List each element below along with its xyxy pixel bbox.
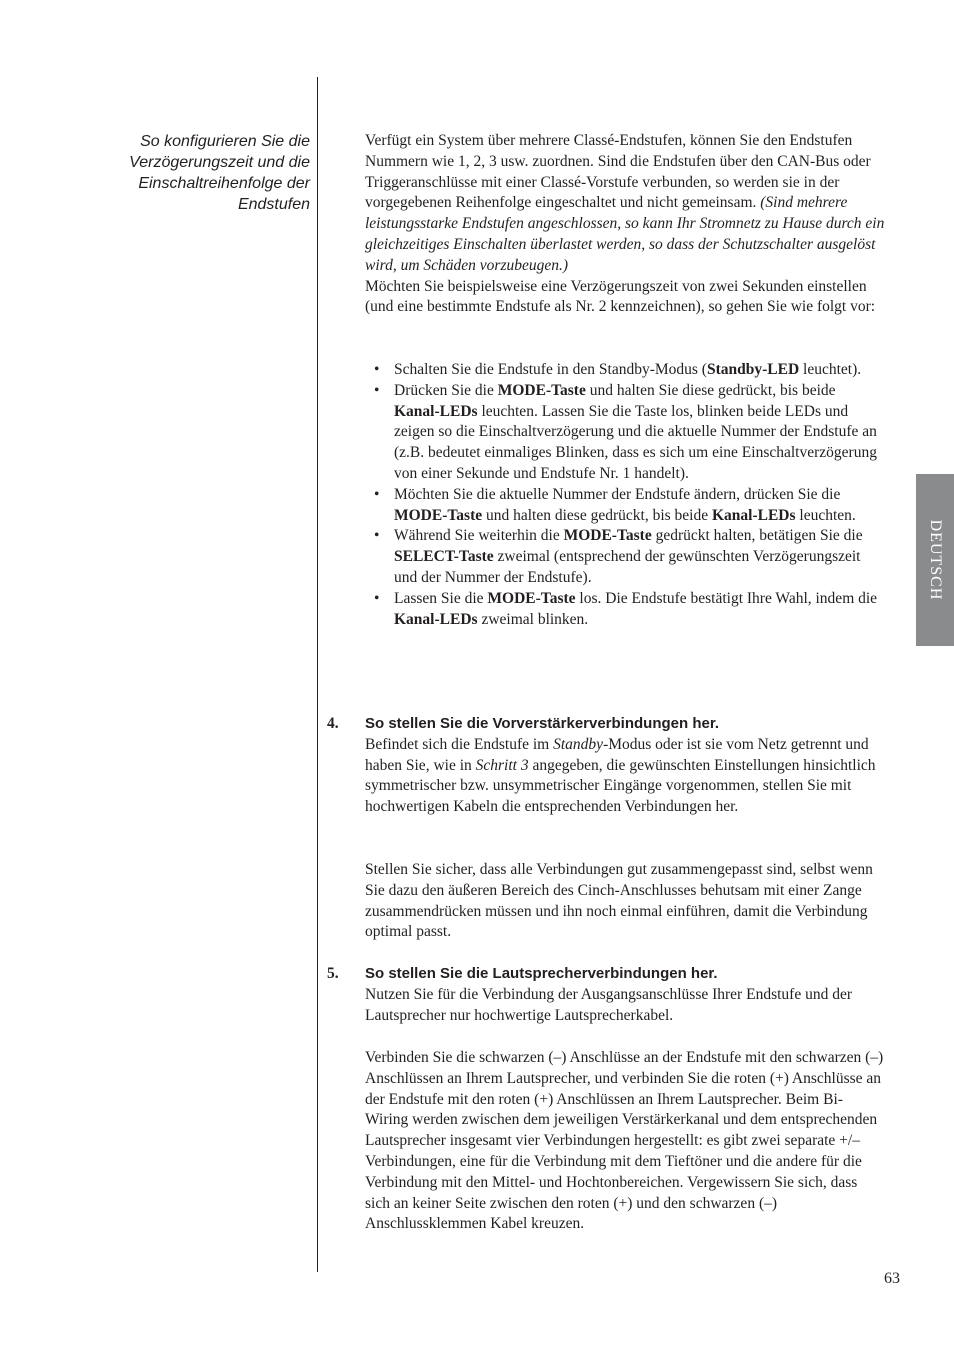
steps-list [365,360,885,630]
list-item: • Während Sie weiterhin die MODE-Taste gedrückt halten, betätigen Sie die SELECT-Taste zweimal (entsprechend der gewünschten Verzögerungszeit und der Nummer der Endstufe). [365,526,885,588]
page-number: 63 [884,1270,900,1287]
section-5-paragraph: Nutzen Sie für die Verbindung der Ausgangsanschlüsse Ihrer Endstufe und der Lautsprecher nur hochwertige Lautsprecherkabel. [365,985,852,1024]
section-4 [365,714,885,818]
section-4-number: 4. [327,715,339,732]
section-5-title: So stellen Sie die Lautsprecherverbindungen her. [365,965,718,982]
list-item: • Möchten Sie die aktuelle Nummer der Endstufe ändern, drücken Sie die MODE-Taste und halten diese gedrückt, bis beide Kanal-LEDs leuchten. [365,485,885,527]
list-item: • Drücken Sie die MODE-Taste und halten Sie diese gedrückt, bis beide Kanal-LEDs leuchten. Lassen Sie die Taste los, blinken beide LEDs und zeigen so die Einschaltverzögerung und die aktuelle Nummer der Endstufe an (z.B. bedeutet einmaliges Blinken, dass es sich um eine Einschaltverzögerung von einer Sekunde und Endstufe Nr. 1 handelt). [365,381,885,485]
intro-paragraph [365,131,885,277]
language-tab-label: DEUTSCH [927,519,944,601]
section-4-paragraph: Befindet sich die Endstufe im Standby-Modus oder ist sie vom Netz getrennt und haben Sie, wie in Schritt 3 angegeben, die gewünschten Einstellungen hinsichtlich symmetrischer bzw. unsymmetrischer Eingänge vorgenommen, stellen Sie mit hochwertigen Kabeln die entsprechenden Verbindungen her. [365,735,876,816]
section-5-number: 5. [327,965,339,982]
intro-block [365,131,885,318]
intro-paragraph-2: Möchten Sie beispielsweise eine Verzögerungszeit von zwei Sekunden einstellen (und eine bestimmte Endstufe als Nr. 2 kennzeichnen), so gehen Sie wie folgt vor: [365,277,876,316]
steps-block [365,360,885,630]
side-heading-line: Verzögerungszeit und die [129,154,310,171]
section-4-title: So stellen Sie die Vorverstärkerverbindungen her. [365,715,720,732]
list-item: • Lassen Sie die MODE-Taste los. Die Endstufe bestätigt Ihre Wahl, indem die Kanal-LEDs zweimal blinken. [365,589,885,631]
side-heading-line: So konfigurieren Sie die [140,133,310,150]
list-item: • Schalten Sie die Endstufe in den Standby-Modus (Standby-LED leuchtet). [365,360,885,381]
section-5-paragraph-2: Verbinden Sie die schwarzen (–) Anschlüsse an der Endstufe mit den schwarzen (–) Anschlüssen an Ihrem Lautsprecher, und verbinden Sie die roten (+) Anschlüsse an der Endstufe mit den roten (+) Anschlüssen an Ihrem Lautsprecher. Beim Bi-Wiring werden zwischen dem jeweiligen Verstärkerkanal und dem entsprechenden Lautsprecher insgesamt vier Verbindungen hergestellt: es gibt zwei separate +/– Verbindungen, eine für die Verbindung mit dem Tieftöner und die andere für die Verbindung mit den Mittel- und Hochtonbereichen. Vergewissern Sie sich, dass sich an keiner Seite zwischen den roten (+) und den schwarzen (–) Anschlussklemmen Kabel kreuzen. [365,1049,884,1233]
side-heading-line: Einschaltreihenfolge der [138,175,310,192]
section-5 [365,964,885,1026]
side-heading-line: Endstufen [237,196,310,213]
intro-italic-note: (Sind mehrere leistungsstarke Endstufen angeschlossen, so kann Ihr Stromnetz zu Hause durch ein gleichzeitiges Einschalten überlastet werden, so dass der Schutzschalter ausgelöst wird, um Schäden vorzubeugen.) [365,194,885,274]
section-4-paragraph-2: Stellen Sie sicher, dass alle Verbindungen gut zusammengepasst sind, selbst wenn Sie dazu den äußeren Bereich des Cinch-Anschlusses behutsam mit einer Zange zusammendrücken müssen und ihn noch einmal einführen, damit die Verbindung optimal passt. [365,861,873,941]
language-tab [916,474,954,646]
side-heading [100,131,310,215]
intro-text: Verfügt ein System über mehrere Classé-Endstufen, können Sie den Endstufen Nummern wie 1, 2, 3 usw. zuordnen. Sind die Endstufen über den CAN-Bus oder Triggeranschlüsse mit einer Classé-Vorstufe verbunden, so werden sie in der vorgegebenen Reihenfolge eingeschaltet und nicht gemeinsam. [365,132,871,212]
column-divider [317,77,318,1272]
